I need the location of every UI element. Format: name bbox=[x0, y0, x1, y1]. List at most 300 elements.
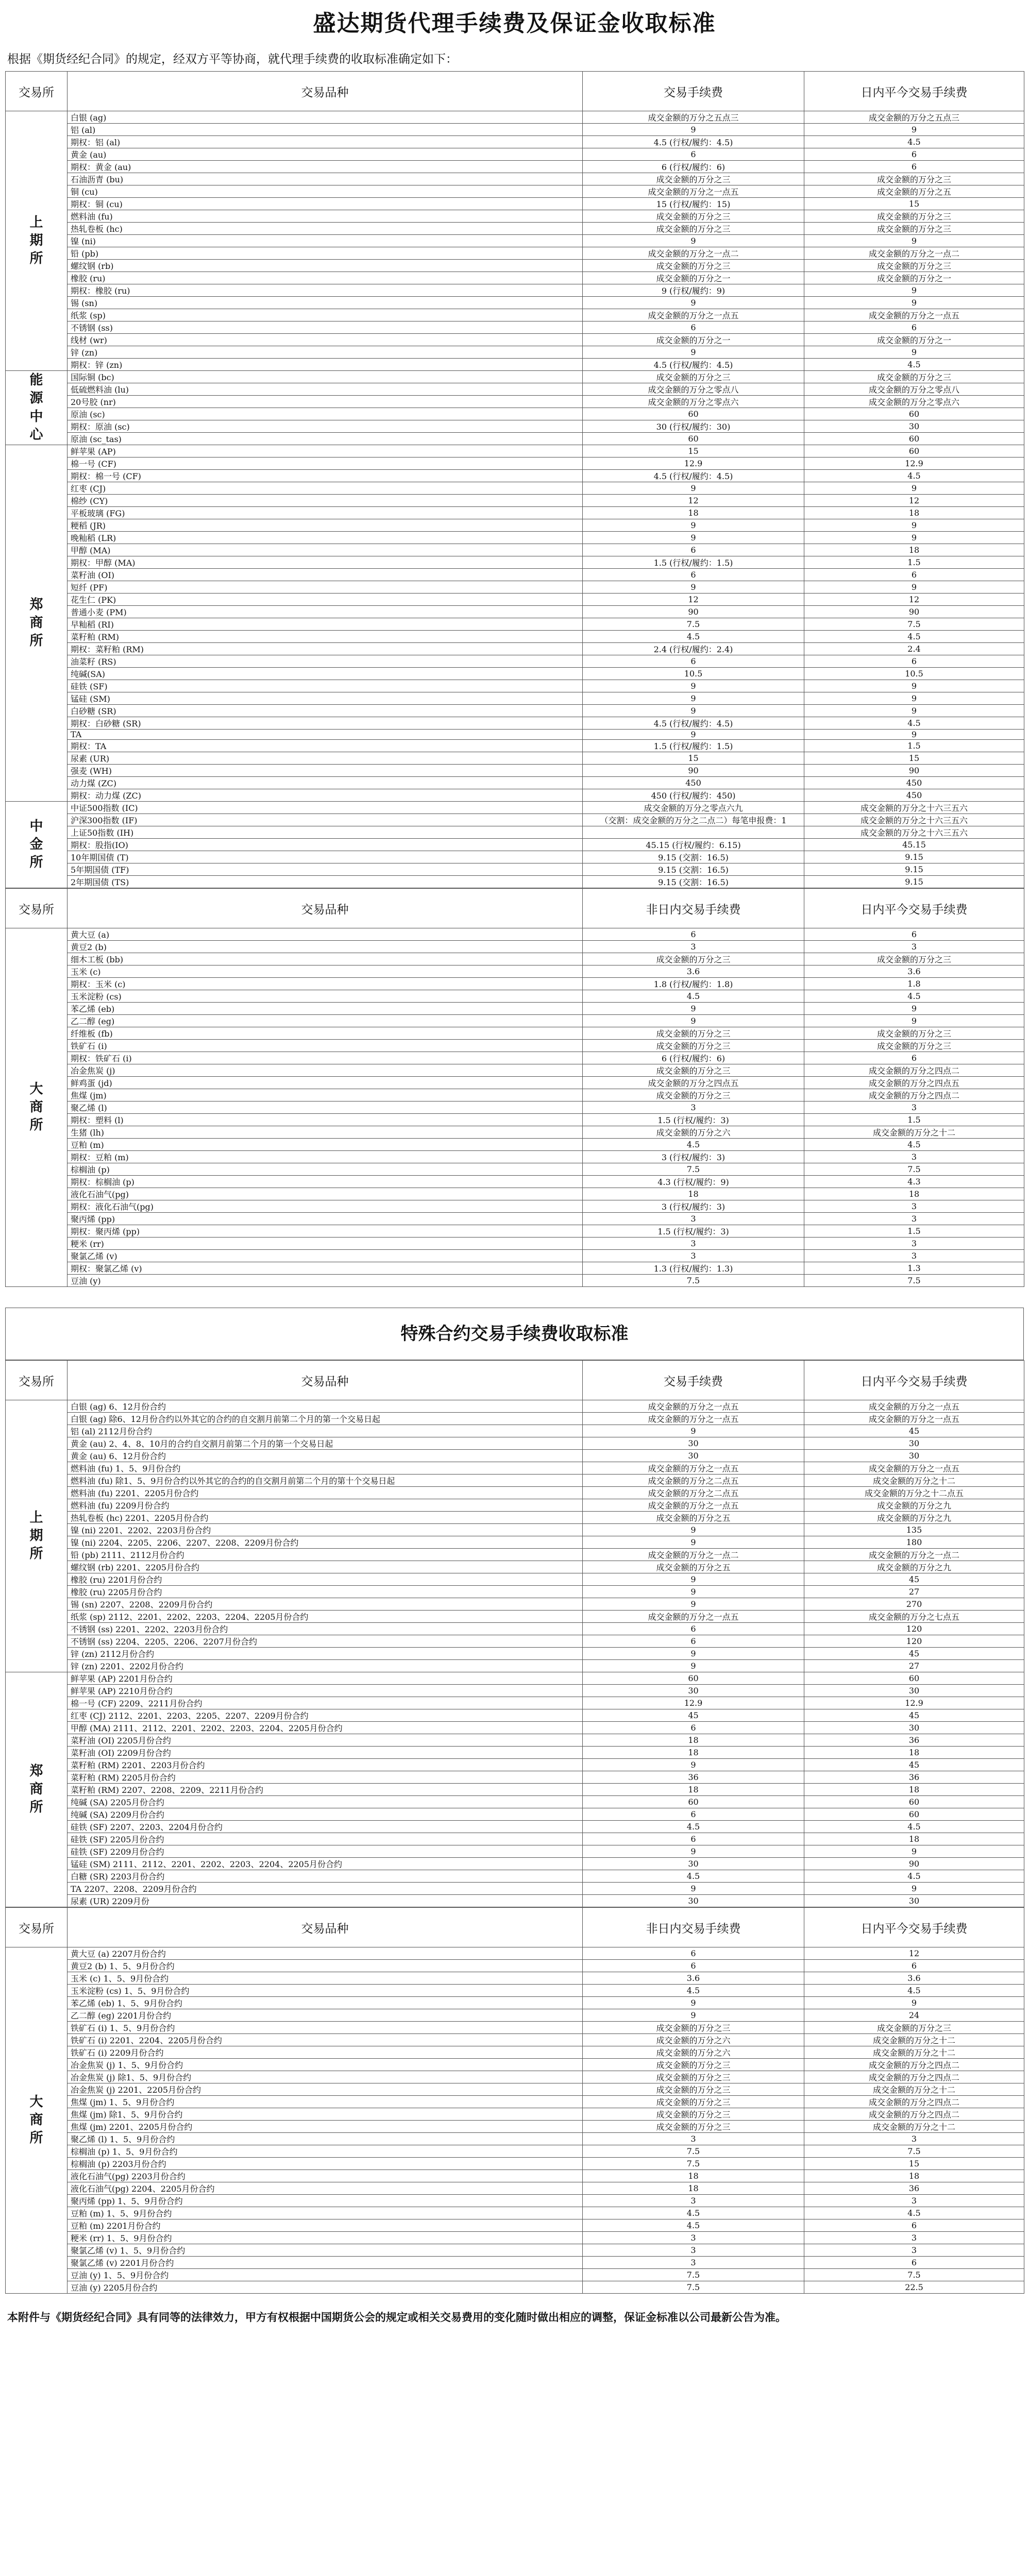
intraday-fee-cell: 成交金额的万分之九 bbox=[804, 1561, 1024, 1573]
fee-cell: 15 bbox=[583, 445, 804, 457]
fee-cell: 4.5 (行权/履约：4.5) bbox=[583, 359, 804, 371]
intraday-fee-cell: 36 bbox=[804, 1771, 1024, 1784]
table-row bbox=[6, 643, 1024, 655]
product-cell: 液化石油气(pg) 2203月份合约 bbox=[68, 2170, 583, 2182]
product-cell: 期权：股指(IO) bbox=[68, 839, 583, 851]
intraday-fee-cell: 6 bbox=[804, 1052, 1024, 1064]
intraday-fee-cell: 45 bbox=[804, 1573, 1024, 1586]
fee-cell: 9.15 (交割：16.5) bbox=[583, 876, 804, 888]
fee-cell: 9 bbox=[583, 1524, 804, 1536]
intraday-fee-cell: 4.5 bbox=[804, 1870, 1024, 1883]
product-cell: 期权：聚丙烯 (pp) bbox=[68, 1225, 583, 1238]
table-row bbox=[6, 928, 1024, 941]
product-cell: 冶金焦炭 (j) 2201、2205月份合约 bbox=[68, 2083, 583, 2096]
exchange-name: 中 金 所 bbox=[6, 802, 68, 888]
intraday-fee-cell: 成交金额的万分之十二 bbox=[804, 2034, 1024, 2046]
fee-cell: 成交金额的万分之零点八 bbox=[583, 383, 804, 396]
table-row bbox=[6, 581, 1024, 594]
fee-cell: （交割：成交金额的万分之二点二）每笔申报费：1 bbox=[583, 814, 804, 826]
column-header: 交易所 bbox=[6, 889, 68, 928]
fee-cell: 6 bbox=[583, 321, 804, 334]
table-row bbox=[6, 2108, 1024, 2121]
fee-cell: 成交金额的万分之一点五 bbox=[583, 309, 804, 321]
fee-cell: 2.4 (行权/履约：2.4) bbox=[583, 643, 804, 655]
product-cell: 菜籽粕 (RM) 2201、2203月份合约 bbox=[68, 1759, 583, 1771]
product-cell: 低硫燃料油 (lu) bbox=[68, 383, 583, 396]
product-cell: 原油 (sc) bbox=[68, 408, 583, 420]
product-cell: 玉米 (c) 1、5、9月份合约 bbox=[68, 1972, 583, 1985]
fee-cell: 4.3 (行权/履约：9) bbox=[583, 1176, 804, 1188]
fee-cell: 3 bbox=[583, 1250, 804, 1262]
product-cell: 聚丙烯 (pp) bbox=[68, 1213, 583, 1225]
page-title: 盛达期货代理手续费及保证金收取标准 bbox=[313, 10, 716, 37]
intraday-fee-cell: 18 bbox=[804, 507, 1024, 519]
product-cell: 焦煤 (jm) bbox=[68, 1089, 583, 1101]
product-cell: 鲜鸡蛋 (jd) bbox=[68, 1077, 583, 1089]
fee-cell: 9 bbox=[583, 581, 804, 594]
fee-cell: 成交金额的万分之一点五 bbox=[583, 185, 804, 198]
product-cell: 铁矿石 (i) bbox=[68, 1040, 583, 1052]
table-row bbox=[6, 1759, 1024, 1771]
fee-cell: 450 (行权/履约：450) bbox=[583, 789, 804, 802]
fee-cell: 9 bbox=[583, 1660, 804, 1672]
table-row bbox=[6, 420, 1024, 433]
table-row bbox=[6, 2257, 1024, 2269]
intraday-fee-cell: 9 bbox=[804, 532, 1024, 544]
product-cell: 纸浆 (sp) 2112、2201、2202、2203、2204、2205月份合约 bbox=[68, 1611, 583, 1623]
table-row bbox=[6, 334, 1024, 346]
table-row bbox=[6, 802, 1024, 814]
table-row bbox=[6, 606, 1024, 618]
table-row bbox=[6, 1660, 1024, 1672]
product-cell: 黄金 (au) bbox=[68, 148, 583, 161]
intraday-fee-cell: 成交金额的万分之三 bbox=[804, 1040, 1024, 1052]
table-row bbox=[6, 495, 1024, 507]
intraday-fee-cell: 成交金额的万分之四点二 bbox=[804, 1089, 1024, 1101]
column-header: 交易所 bbox=[6, 1361, 68, 1400]
intraday-fee-cell: 120 bbox=[804, 1635, 1024, 1648]
table-row bbox=[6, 1188, 1024, 1200]
fee-cell: 6 bbox=[583, 569, 804, 581]
product-cell: 锰硅 (SM) 2111、2112、2201、2202、2203、2204、2205月份合约 bbox=[68, 1858, 583, 1870]
product-cell: 玉米淀粉 (cs) bbox=[68, 990, 583, 1003]
table-row bbox=[6, 2009, 1024, 2022]
table-row bbox=[6, 876, 1024, 888]
intraday-fee-cell: 4.5 bbox=[804, 136, 1024, 148]
product-cell: 橡胶 (ru) 2205月份合约 bbox=[68, 1586, 583, 1598]
product-cell: 期权：聚氯乙烯 (v) bbox=[68, 1262, 583, 1275]
fee-cell: 成交金额的万分之三 bbox=[583, 223, 804, 235]
intraday-fee-cell: 45 bbox=[804, 1425, 1024, 1437]
table-row bbox=[6, 1561, 1024, 1573]
table-row bbox=[6, 210, 1024, 223]
intraday-fee-cell: 成交金额的万分之三 bbox=[804, 2022, 1024, 2034]
table-row bbox=[6, 1808, 1024, 1821]
table-row bbox=[6, 789, 1024, 802]
product-cell: 10年期国债 (T) bbox=[68, 851, 583, 863]
table-row bbox=[6, 2083, 1024, 2096]
intraday-fee-cell: 6 bbox=[804, 2257, 1024, 2269]
product-cell: 液化石油气(pg) 2204、2205月份合约 bbox=[68, 2182, 583, 2195]
column-header: 交易手续费 bbox=[583, 1361, 804, 1400]
intraday-fee-cell: 9 bbox=[804, 284, 1024, 297]
product-cell: 铝 (al) bbox=[68, 124, 583, 136]
table-row bbox=[6, 1250, 1024, 1262]
fee-cell: 30 bbox=[583, 1450, 804, 1462]
fee-cell: 成交金额的万分之三 bbox=[583, 260, 804, 272]
table-row bbox=[6, 2096, 1024, 2108]
product-cell: 镍 (ni) 2204、2205、2206、2207、2208、2209月份合约 bbox=[68, 1536, 583, 1549]
table-header-row bbox=[6, 1361, 1024, 1400]
intraday-fee-cell: 4.5 bbox=[804, 470, 1024, 482]
product-cell: 期权：铁矿石 (i) bbox=[68, 1052, 583, 1064]
intraday-fee-cell: 12 bbox=[804, 1947, 1024, 1960]
table-row bbox=[6, 1114, 1024, 1126]
product-cell: 普通小麦 (PM) bbox=[68, 606, 583, 618]
product-cell: 菜籽油 (OI) 2209月份合约 bbox=[68, 1747, 583, 1759]
product-cell: 螺纹钢 (rb) 2201、2205月份合约 bbox=[68, 1561, 583, 1573]
intro-text: 根据《期货经纪合同》的规定，经双方平等协商，就代理手续费的收取标准确定如下： bbox=[7, 53, 458, 66]
product-cell: 红枣 (CJ) 2112、2201、2203、2205、2207、2209月份合约 bbox=[68, 1709, 583, 1722]
table-row bbox=[6, 321, 1024, 334]
fee-cell: 36 bbox=[583, 1771, 804, 1784]
intraday-fee-cell: 成交金额的万分之一点二 bbox=[804, 247, 1024, 260]
fee-cell: 3 bbox=[583, 2133, 804, 2145]
product-cell: 冶金焦炭 (j) 除1、5、9月份合约 bbox=[68, 2071, 583, 2083]
product-cell: 20号胶 (nr) bbox=[68, 396, 583, 408]
exchange-name: 上 期 所 bbox=[6, 111, 68, 371]
table-row bbox=[6, 260, 1024, 272]
exchange-name: 大 商 所 bbox=[6, 928, 68, 1287]
product-cell: 黄豆2 (b) bbox=[68, 941, 583, 953]
table-row bbox=[6, 1151, 1024, 1163]
table-row bbox=[6, 383, 1024, 396]
fee-cell: 9 bbox=[583, 680, 804, 692]
product-cell: 黄金 (au) 2、4、8、10月的合约自交割月前第二个月的第一个交易日起 bbox=[68, 1437, 583, 1450]
product-cell: 聚乙烯 (l) bbox=[68, 1101, 583, 1114]
fee-cell: 7.5 bbox=[583, 1275, 804, 1287]
product-cell: 不锈钢 (ss) 2201、2202、2203月份合约 bbox=[68, 1623, 583, 1635]
table-row bbox=[6, 1450, 1024, 1462]
table-row bbox=[6, 1845, 1024, 1858]
product-cell: 锡 (sn) bbox=[68, 297, 583, 309]
table-row bbox=[6, 161, 1024, 173]
intraday-fee-cell: 成交金额的万分之十二 bbox=[804, 1475, 1024, 1487]
fee-cell: 成交金额的万分之三 bbox=[583, 1027, 804, 1040]
special-table-2-container bbox=[5, 1907, 1024, 2294]
table-row bbox=[6, 371, 1024, 383]
intraday-fee-cell: 1.5 bbox=[804, 1225, 1024, 1238]
table-row bbox=[6, 1870, 1024, 1883]
fee-cell: 7.5 bbox=[583, 2145, 804, 2158]
fee-cell: 4.5 (行权/履约：4.5) bbox=[583, 136, 804, 148]
product-cell: 不锈钢 (ss) 2204、2205、2206、2207月份合约 bbox=[68, 1635, 583, 1648]
fee-cell: 3 (行权/履约：3) bbox=[583, 1151, 804, 1163]
table-row bbox=[6, 1709, 1024, 1722]
intraday-fee-cell: 9 bbox=[804, 680, 1024, 692]
fee-cell: 12.9 bbox=[583, 1697, 804, 1709]
intraday-fee-cell: 12 bbox=[804, 495, 1024, 507]
footer-note: 本附件与《期货经纪合同》具有同等的法律效力，甲方有权根据中国期货公会的规定或相关交易费用的变化随时做出相应的调整，保证金标准以公司最新公告为准。 bbox=[7, 2311, 786, 2324]
intraday-fee-cell: 45.15 bbox=[804, 839, 1024, 851]
intraday-fee-cell: 3 bbox=[804, 941, 1024, 953]
fee-cell: 成交金额的万分之三 bbox=[583, 2096, 804, 2108]
product-cell: 不锈钢 (ss) bbox=[68, 321, 583, 334]
intraday-fee-cell: 成交金额的万分之三 bbox=[804, 173, 1024, 185]
intraday-fee-cell: 成交金额的万分之十六三五六 bbox=[804, 802, 1024, 814]
fee-cell: 4.5 bbox=[583, 631, 804, 643]
table-row bbox=[6, 569, 1024, 581]
product-cell: 锌 (zn) 2112月份合约 bbox=[68, 1648, 583, 1660]
fee-cell: 9 bbox=[583, 1598, 804, 1611]
table-row bbox=[6, 173, 1024, 185]
fee-cell: 45 bbox=[583, 1709, 804, 1722]
intraday-fee-cell: 9 bbox=[804, 1997, 1024, 2009]
fee-cell: 45.15 (行权/履约：6.15) bbox=[583, 839, 804, 851]
intraday-fee-cell: 30 bbox=[804, 1895, 1024, 1907]
intraday-fee-cell: 6 bbox=[804, 161, 1024, 173]
table-row bbox=[6, 1015, 1024, 1027]
table-row bbox=[6, 544, 1024, 556]
special-section-title: 特殊合约交易手续费收取标准 bbox=[5, 1308, 1024, 1360]
column-header: 日内平今交易手续费 bbox=[804, 889, 1024, 928]
product-cell: 镍 (ni) 2201、2202、2203月份合约 bbox=[68, 1524, 583, 1536]
fee-cell: 成交金额的万分之三 bbox=[583, 1089, 804, 1101]
intraday-fee-cell: 12.9 bbox=[804, 1697, 1024, 1709]
fee-cell: 3 bbox=[583, 1213, 804, 1225]
fee-cell: 成交金额的万分之四点五 bbox=[583, 1077, 804, 1089]
intraday-fee-cell: 450 bbox=[804, 777, 1024, 789]
intraday-fee-cell: 60 bbox=[804, 445, 1024, 457]
fee-cell: 3 bbox=[583, 2195, 804, 2207]
product-cell: 纸浆 (sp) bbox=[68, 309, 583, 321]
intraday-fee-cell: 成交金额的万分之一点二 bbox=[804, 1549, 1024, 1561]
product-cell: 2年期国债 (TS) bbox=[68, 876, 583, 888]
intraday-fee-cell: 30 bbox=[804, 1722, 1024, 1734]
intraday-fee-cell: 9 bbox=[804, 235, 1024, 247]
fee-cell: 成交金额的万分之六 bbox=[583, 1126, 804, 1139]
product-cell: 燃料油 (fu) 2201、2205月份合约 bbox=[68, 1487, 583, 1499]
section-gap bbox=[5, 1287, 1024, 1308]
table-row bbox=[6, 1771, 1024, 1784]
intraday-fee-cell: 9 bbox=[804, 482, 1024, 495]
intraday-fee-cell: 3.6 bbox=[804, 965, 1024, 978]
table-row bbox=[6, 1586, 1024, 1598]
fee-cell: 7.5 bbox=[583, 2158, 804, 2170]
fee-cell: 6 bbox=[583, 1722, 804, 1734]
intraday-fee-cell: 3 bbox=[804, 2133, 1024, 2145]
intraday-fee-cell: 1.5 bbox=[804, 1114, 1024, 1126]
intraday-fee-cell: 成交金额的万分之三 bbox=[804, 210, 1024, 223]
fee-cell: 成交金额的万分之三 bbox=[583, 2071, 804, 2083]
intraday-fee-cell: 90 bbox=[804, 606, 1024, 618]
product-cell: 黄大豆 (a) 2207月份合约 bbox=[68, 1947, 583, 1960]
table-row bbox=[6, 2244, 1024, 2257]
product-cell: 液化石油气(pg) bbox=[68, 1188, 583, 1200]
product-cell: 纤维板 (fb) bbox=[68, 1027, 583, 1040]
table-row bbox=[6, 408, 1024, 420]
column-header: 交易手续费 bbox=[583, 72, 804, 111]
intraday-fee-cell: 9 bbox=[804, 730, 1024, 740]
column-header: 日内平今交易手续费 bbox=[804, 1908, 1024, 1947]
product-cell: 原油 (sc_tas) bbox=[68, 433, 583, 445]
table-row bbox=[6, 1747, 1024, 1759]
intraday-fee-cell: 成交金额的万分之十二 bbox=[804, 2083, 1024, 2096]
product-cell: 期权：菜籽粕 (RM) bbox=[68, 643, 583, 655]
fee-cell: 成交金额的万分之三 bbox=[583, 1064, 804, 1077]
intraday-fee-cell: 7.5 bbox=[804, 1275, 1024, 1287]
fee-cell: 6 bbox=[583, 928, 804, 941]
product-cell: 纯碱 (SA) 2205月份合约 bbox=[68, 1796, 583, 1808]
product-cell: 油菜籽 (RS) bbox=[68, 655, 583, 668]
product-cell: 期权：橡胶 (ru) bbox=[68, 284, 583, 297]
product-cell: 黄大豆 (a) bbox=[68, 928, 583, 941]
fee-cell: 成交金额的万分之一点五 bbox=[583, 1499, 804, 1512]
table-row bbox=[6, 457, 1024, 470]
column-header: 交易品种 bbox=[68, 889, 583, 928]
intraday-fee-cell: 27 bbox=[804, 1586, 1024, 1598]
fee-cell: 60 bbox=[583, 408, 804, 420]
fee-cell: 9 bbox=[583, 1015, 804, 1027]
product-cell: 期权：原油 (sc) bbox=[68, 420, 583, 433]
table-row bbox=[6, 346, 1024, 359]
fee-cell: 3.6 bbox=[583, 965, 804, 978]
fee-cell: 成交金额的万分之一点五 bbox=[583, 1611, 804, 1623]
table-row bbox=[6, 2269, 1024, 2281]
table-row bbox=[6, 717, 1024, 730]
intraday-fee-cell: 3 bbox=[804, 1101, 1024, 1114]
table-row bbox=[6, 1672, 1024, 1685]
product-cell: 棕榈油 (p) 2203月份合约 bbox=[68, 2158, 583, 2170]
intraday-fee-cell: 成交金额的万分之四点二 bbox=[804, 1064, 1024, 1077]
product-cell: 聚氯乙烯 (v) bbox=[68, 1250, 583, 1262]
table-row bbox=[6, 1064, 1024, 1077]
table-row bbox=[6, 556, 1024, 569]
table-row bbox=[6, 668, 1024, 680]
fee-cell: 7.5 bbox=[583, 2269, 804, 2281]
intraday-fee-cell: 15 bbox=[804, 198, 1024, 210]
intraday-fee-cell: 成交金额的万分之一 bbox=[804, 272, 1024, 284]
fee-table bbox=[5, 1360, 1024, 1907]
intraday-fee-cell: 成交金额的万分之一点五 bbox=[804, 1400, 1024, 1413]
fee-cell: 9 bbox=[583, 1759, 804, 1771]
table-row bbox=[6, 1499, 1024, 1512]
intraday-fee-cell: 9 bbox=[804, 1883, 1024, 1895]
intraday-fee-cell: 成交金额的万分之四点二 bbox=[804, 2096, 1024, 2108]
table-row bbox=[6, 284, 1024, 297]
table-row bbox=[6, 1985, 1024, 1997]
product-cell: 国际铜 (bc) bbox=[68, 371, 583, 383]
intraday-fee-cell: 60 bbox=[804, 408, 1024, 420]
table-row bbox=[6, 2121, 1024, 2133]
table-row bbox=[6, 1858, 1024, 1870]
product-cell: 期权：动力煤 (ZC) bbox=[68, 789, 583, 802]
table-row bbox=[6, 851, 1024, 863]
intraday-fee-cell: 90 bbox=[804, 1858, 1024, 1870]
fee-cell: 9 (行权/履约：9) bbox=[583, 284, 804, 297]
intraday-fee-cell: 成交金额的万分之十二 bbox=[804, 2121, 1024, 2133]
fee-cell: 30 bbox=[583, 1895, 804, 1907]
product-cell: 镍 (ni) bbox=[68, 235, 583, 247]
product-cell: 期权：甲醇 (MA) bbox=[68, 556, 583, 569]
intraday-fee-cell: 18 bbox=[804, 1188, 1024, 1200]
table-row bbox=[6, 2182, 1024, 2195]
intraday-fee-cell: 成交金额的万分之三 bbox=[804, 260, 1024, 272]
table-row bbox=[6, 1275, 1024, 1287]
table-row bbox=[6, 965, 1024, 978]
fee-cell: 9 bbox=[583, 124, 804, 136]
fee-cell: 3 bbox=[583, 1238, 804, 1250]
product-cell: 燃料油 (fu) 1、5、9月份合约 bbox=[68, 1462, 583, 1475]
intraday-fee-cell: 1.5 bbox=[804, 740, 1024, 752]
fee-cell: 9 bbox=[583, 1648, 804, 1660]
intraday-fee-cell: 90 bbox=[804, 765, 1024, 777]
intraday-fee-cell: 24 bbox=[804, 2009, 1024, 2022]
table-row bbox=[6, 1089, 1024, 1101]
product-cell: 乙二醇 (eg) bbox=[68, 1015, 583, 1027]
intraday-fee-cell: 18 bbox=[804, 1833, 1024, 1845]
product-cell: 锡 (sn) 2207、2208、2209月份合约 bbox=[68, 1598, 583, 1611]
product-cell: 乙二醇 (eg) 2201月份合约 bbox=[68, 2009, 583, 2022]
product-cell: 豆粕 (m) 1、5、9月份合约 bbox=[68, 2207, 583, 2219]
product-cell: 热轧卷板 (hc) 2201、2205月份合约 bbox=[68, 1512, 583, 1524]
table-row bbox=[6, 309, 1024, 321]
product-cell: 硅铁 (SF) 2207、2203、2204月份合约 bbox=[68, 1821, 583, 1833]
column-header: 交易品种 bbox=[68, 1908, 583, 1947]
table-row bbox=[6, 765, 1024, 777]
intraday-fee-cell: 9 bbox=[804, 297, 1024, 309]
column-header: 非日内交易手续费 bbox=[583, 889, 804, 928]
intraday-fee-cell: 成交金额的万分之四点二 bbox=[804, 2071, 1024, 2083]
fee-cell: 4.5 bbox=[583, 1870, 804, 1883]
intraday-fee-cell: 18 bbox=[804, 1784, 1024, 1796]
table-row bbox=[6, 1487, 1024, 1499]
table-row bbox=[6, 1475, 1024, 1487]
fee-table bbox=[5, 888, 1024, 1287]
table-row bbox=[6, 1821, 1024, 1833]
product-cell: 棉一号 (CF) bbox=[68, 457, 583, 470]
column-header: 交易品种 bbox=[68, 72, 583, 111]
table-row bbox=[6, 1549, 1024, 1561]
product-cell: 甲醇 (MA) bbox=[68, 544, 583, 556]
table-row bbox=[6, 655, 1024, 668]
intraday-fee-cell: 3 bbox=[804, 1151, 1024, 1163]
product-cell: 苯乙烯 (eb) bbox=[68, 1003, 583, 1015]
product-cell: 石油沥青 (bu) bbox=[68, 173, 583, 185]
table-row bbox=[6, 1101, 1024, 1114]
fee-table-1-container bbox=[5, 71, 1024, 888]
fee-cell: 成交金额的万分之二点五 bbox=[583, 1487, 804, 1499]
product-cell: 花生仁 (PK) bbox=[68, 594, 583, 606]
fee-cell: 6 bbox=[583, 1960, 804, 1972]
fee-cell: 6 bbox=[583, 1635, 804, 1648]
table-row bbox=[6, 631, 1024, 643]
table-row bbox=[6, 396, 1024, 408]
table-row bbox=[6, 519, 1024, 532]
fee-cell: 9 bbox=[583, 705, 804, 717]
intraday-fee-cell: 4.5 bbox=[804, 631, 1024, 643]
table-row bbox=[6, 692, 1024, 705]
table-row bbox=[6, 1883, 1024, 1895]
fee-cell: 4.5 bbox=[583, 2207, 804, 2219]
fee-cell: 4.5 bbox=[583, 990, 804, 1003]
product-cell: 期权：棕榈油 (p) bbox=[68, 1176, 583, 1188]
product-cell: 尿素 (UR) 2209月份 bbox=[68, 1895, 583, 1907]
fee-cell: 成交金额的万分之五 bbox=[583, 1561, 804, 1573]
product-cell: 白糖 (SR) 2203月份合约 bbox=[68, 1870, 583, 1883]
table-row bbox=[6, 1536, 1024, 1549]
fee-cell bbox=[583, 826, 804, 839]
